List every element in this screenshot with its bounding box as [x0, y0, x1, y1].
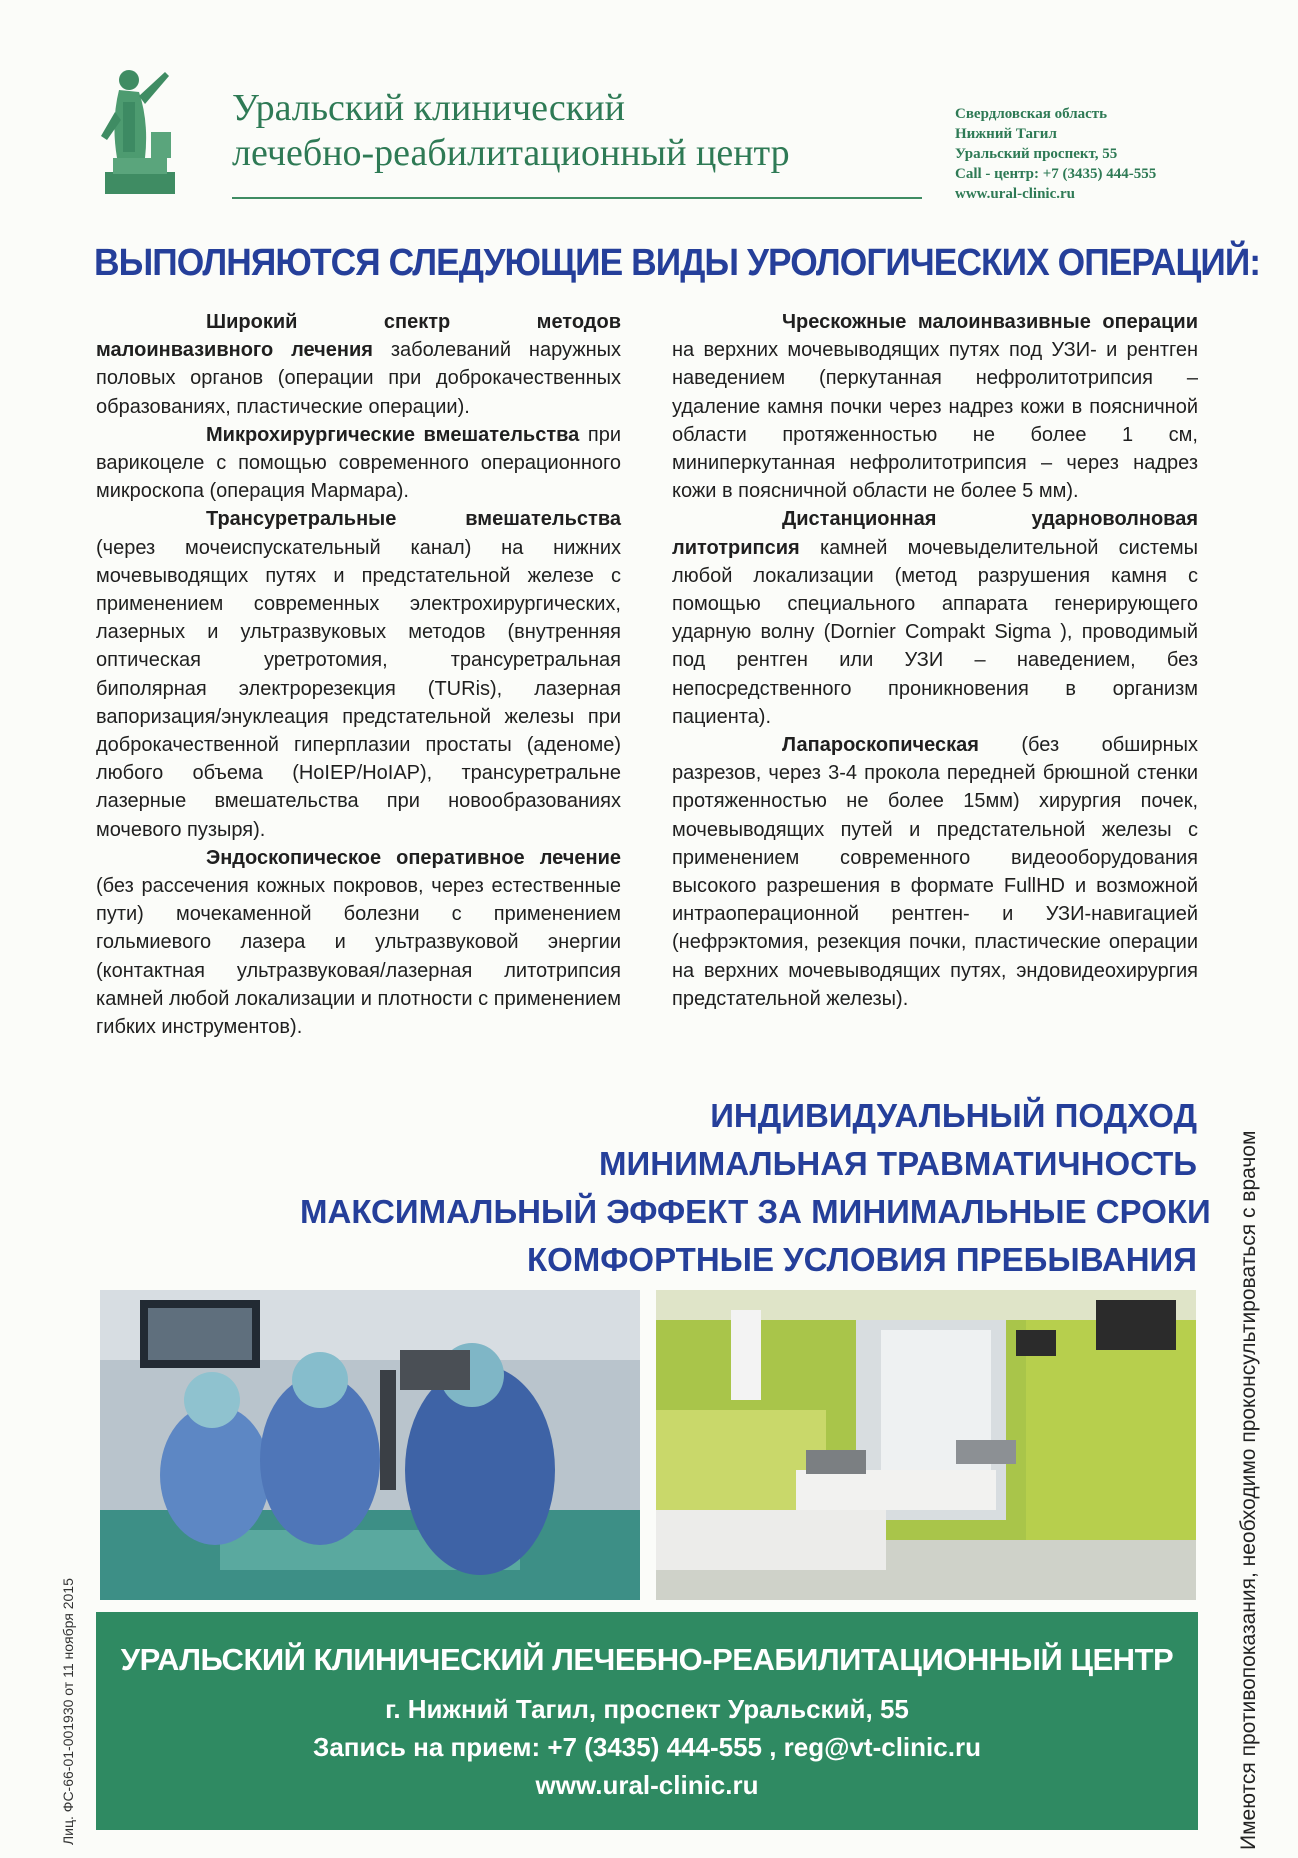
slogan-line: МИНИМАЛЬНАЯ ТРАВМАТИЧНОСТЬ: [599, 1145, 1197, 1182]
paragraph-lead: Эндоскопическое оперативное лечение: [206, 846, 621, 869]
paragraph-lead: Лапароскопическая: [782, 734, 979, 757]
right-column: [672, 308, 1198, 1013]
paragraph-lead: Дистанционная ударноволновая литотрипсия: [672, 508, 1198, 559]
contact-block: [955, 104, 1215, 204]
paragraph-body: камней мочевыделительной системы любой локализации (метод разрушения камня с помощью специального аппарата генерирующего ударную волну (Dornier Compakt Sigma ), проводимый под рентген или УЗИ – наведением, без непосредственного проникновения в организм пациента).: [672, 536, 1198, 728]
paragraph-lead: Трансуретральные вмешательства: [206, 508, 621, 531]
paragraph-body: на верхних мочевыводящих путях под УЗИ- и рентген наведением (перкутанная нефролитотрипсия – удаление камня почки через надрез кожи в поясничной области протяженностью не более 1 см, миниперкутанная нефролитотрипсия – через надрез кожи в поясничной области не более 5 мм).: [672, 339, 1198, 503]
slogan-line: МАКСИМАЛЬНЫЙ ЭФФЕКТ ЗА МИНИМАЛЬНЫЕ СРОКИ: [300, 1193, 1211, 1230]
slogan-line: ИНДИВИДУАЛЬНЫЙ ПОДХОД: [710, 1097, 1197, 1134]
footer-website[interactable]: www.ural-clinic.ru: [535, 1770, 759, 1800]
paragraph-item: [96, 844, 621, 1041]
footer-banner: [96, 1612, 1198, 1830]
paragraph-item: [96, 421, 621, 506]
paragraph-body: при варикоцеле с помощью современного операционного микроскопа (операция Мармара).: [96, 423, 621, 503]
paragraph-item: [96, 505, 621, 843]
paragraph-lead: Широкий спектр методов малоинвазивного лечения: [96, 311, 621, 362]
contact-website: www.ural-clinic.ru: [955, 186, 1075, 202]
paragraph-body: (без обширных разрезов, через 3-4 прокола передней брюшной стенки протяженностью не более 15мм) хирургия почек, мочевыводящих путей и предстательной железы с применением современного видеооборудования высокого разрешения в формате FullHD и возможной интраоперационной рентген- и УЗИ-навигацией (нефрэктомия, резекция почки, пластические операции на верхних мочевыводящих путях, эндовидеохирургия предстательной железы).: [672, 734, 1198, 1010]
paragraph-body: (без рассечения кожных покровов, через естественные пути) мочекаменной болезни с применением гольмиевого лазера и ультразвуковой энергии (контактная ультразвуковая/лазерная литотрипсия камней любой локализации и плотности с применением гибких инструментов).: [96, 875, 621, 1039]
header-divider: [232, 197, 922, 199]
footer-booking: Запись на прием: +7 (3435) 444-555 , reg@vt-clinic.ru: [313, 1732, 981, 1762]
organization-title: [232, 86, 932, 176]
paragraph-item: [672, 308, 1198, 505]
left-column: [96, 308, 621, 1041]
slogan-line: КОМФОРТНЫЕ УСЛОВИЯ ПРЕБЫВАНИЯ: [526, 1241, 1197, 1278]
surgery-photo: [100, 1290, 640, 1600]
footer-title: УРАЛЬСКИЙ КЛИНИЧЕСКИЙ ЛЕЧЕБНО-РЕАБИЛИТАЦИОННЫЙ ЦЕНТР: [120, 1642, 1174, 1677]
paragraph-lead: Микрохирургические вмешательства: [206, 423, 580, 446]
statue-logo-icon: [95, 62, 185, 197]
license-note: Лиц. ФС-66-01-001930 от 11 ноября 2015: [60, 1578, 76, 1845]
page-headline: ВЫПОЛНЯЮТСЯ СЛЕДУЮЩИЕ ВИДЫ УРОЛОГИЧЕСКИХ ОПЕРАЦИЙ:: [94, 242, 1261, 284]
paragraph-item: [672, 731, 1198, 1013]
warning-note: Имеются противопоказания, необходимо проконсультироваться с врачом: [1237, 1130, 1260, 1850]
paragraph-item: [96, 308, 621, 421]
paragraph-body: заболеваний наружных половых органов (операции при доброкачественных образованиях, пластические операции).: [96, 339, 621, 418]
footer-address: г. Нижний Тагил, проспект Уральский, 55: [385, 1694, 909, 1724]
contact-phone: Call - центр: +7 (3435) 444-555: [955, 166, 1157, 182]
contact-city: Нижний Тагил: [955, 126, 1057, 142]
org-title-line2: лечебно-реабилитационный центр: [232, 132, 790, 174]
contact-region: Свердловская область: [955, 106, 1108, 122]
org-title-line1: Уральский клинический: [232, 87, 625, 129]
contact-street: Уральский проспект, 55: [955, 146, 1118, 162]
paragraph-lead: Чрескожные малоинвазивные операции: [782, 311, 1198, 333]
paragraph-body: (через мочеиспускательный канал) на нижних мочевыводящих путях и предстательной железе с применением современных электрохирургических, лазерных и ультразвуковых методов (внутренняя оптическая уретротомия, трансуретральная биполярная электрорезекция (TURis), лазерная вапоризация/энуклеация предстательной железы при доброкачественной гиперплазии простаты (аденоме) любого объема (HoIEP/HoIAP), трансуретральне лазерные вмешательства при новообразованиях мочевого пузыря).: [96, 536, 621, 841]
paragraph-item: [672, 505, 1198, 731]
ward-room-photo: [656, 1290, 1196, 1600]
slogans-block: [300, 1092, 1211, 1284]
